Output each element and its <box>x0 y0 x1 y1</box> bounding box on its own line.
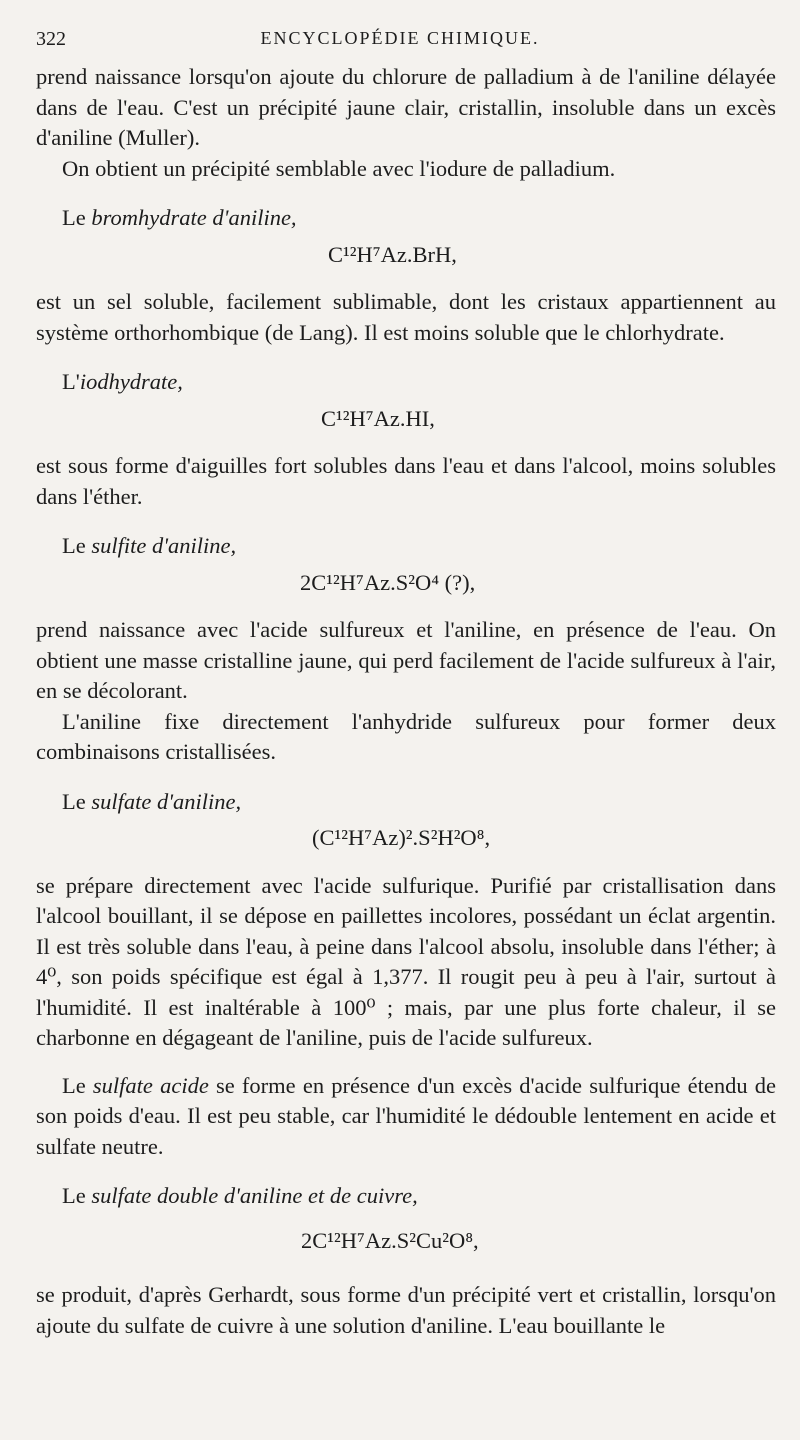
paragraph: L'aniline fixe directement l'anhydride sulfureux pour former deux combinaisons cristallisées. <box>36 708 776 764</box>
chemical-formula: 2C¹²H⁷Az.S²O⁴ (?), <box>300 569 476 595</box>
page-header <box>36 28 764 52</box>
heading-prefix: Le <box>62 205 92 230</box>
paragraph: On obtient un précipité semblable avec l'iodure de palladium. <box>62 155 616 181</box>
paragraph: est un sel soluble, facilement sublimable, dont les cristaux appartiennent au système orthorhombique (de Lang). Il est moins soluble que le chlorhydrate. <box>36 289 776 345</box>
paragraph: prend naissance avec l'acide sulfureux et l'aniline, en présence de l'eau. On obtient une masse cristalline jaune, qui perd facilement de l'acide sulfureux à l'air, en se décolorant. <box>36 617 776 703</box>
page-body <box>36 62 776 1341</box>
heading-prefix: Le <box>62 788 92 814</box>
paragraph: prend naissance lorsqu'on ajoute du chlorure de palladium à de l'aniline délayée dans de l'eau. C'est un précipité jaune clair, cristallin, insoluble dans un excès d'aniline (Muller). <box>36 64 776 150</box>
compound-heading <box>36 531 776 562</box>
chemical-formula: (C¹²H⁷Az)².S²H²O⁸, <box>312 825 491 850</box>
compound-name: bromhydrate d'aniline, <box>91 205 297 230</box>
paragraph: se produit, d'après Gerhardt, sous forme d'un précipité vert et cristallin, lorsqu'on ajoute du sulfate de cuivre à une solution d'aniline. L'eau bouillante le <box>36 1282 776 1338</box>
compound-name: sulfate d'aniline, <box>91 788 242 814</box>
chemical-formula: 2C¹²H⁷Az.S²Cu²O⁸, <box>301 1227 479 1253</box>
heading-prefix: Le <box>62 533 92 558</box>
compound-name: sulfate acide <box>92 1072 209 1098</box>
chemical-formula: C¹²H⁷Az.HI, <box>321 405 435 431</box>
paragraph: se prépare directement avec l'acide sulfurique. Purifié par cristallisation dans l'alcool bouillant, il se dépose en paillettes incolores, possédant un éclat argentin. Il est très soluble dans l'eau, à peine dans l'alcool absolu, insoluble dans l'éther; à 4⁰, son poids spécifique est égal à 1,377. Il rougit peu à peu à l'air, surtout à l'humidité. Il est inaltérable à 100⁰ ; mais, par une plus forte chaleur, il se charbonne en dégageant de l'aniline, puis de l'acide sulfureux. <box>36 872 776 1050</box>
compound-heading <box>36 1181 776 1212</box>
heading-prefix: L' <box>62 369 80 394</box>
paragraph <box>36 1071 776 1163</box>
page-number: 322 <box>36 28 66 50</box>
running-head: ENCYCLOPÉDIE CHIMIQUE. <box>260 28 540 48</box>
compound-heading <box>36 787 776 818</box>
compound-name: iodhydrate, <box>79 369 183 394</box>
compound-heading <box>36 203 776 234</box>
chemical-formula: C¹²H⁷Az.BrH, <box>328 241 457 267</box>
compound-heading <box>36 367 776 398</box>
paragraph: est sous forme d'aiguilles fort solubles dans l'eau et dans l'alcool, moins solubles dans l'éther. <box>36 453 776 509</box>
text-run: Le <box>62 1072 93 1098</box>
heading-prefix: Le <box>62 1183 92 1208</box>
compound-name: sulfate double d'aniline et de cuivre, <box>91 1183 418 1208</box>
text-run: se forme en présence d'un excès d'acide sulfurique étendu de son poids d'eau. Il est peu stable, car l'humidité le dédouble lentement en acide et sulfate neutre. <box>36 1072 776 1159</box>
compound-name: sulfite d'aniline, <box>91 533 237 558</box>
